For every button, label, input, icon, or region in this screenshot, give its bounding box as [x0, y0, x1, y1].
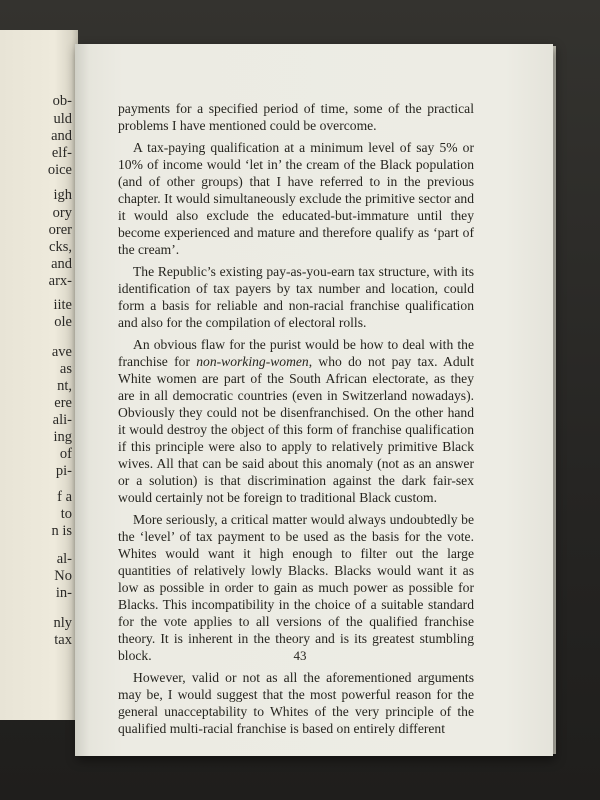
left-page-fragment: n is [51, 523, 72, 539]
left-page-fragment: arx- [48, 273, 72, 289]
left-page-fragment: ole [54, 314, 72, 330]
paragraph-text: , who do not pay tax. Adult White women are part of the South African electorate, as they are in all democratic countries (even in Switzerland nowadays). Obviously they could not be disenfranchised. On the other hand it would destroy the object of this form of franchise qualification if this principle were also to apply to relatively primitive Black wives. All that can be said about this anomaly (not as an answer or a solution) is that discrimination against the dark fair-sex would certainly not be foreign to traditional Black custom. [118, 354, 474, 505]
paragraph: The Republic’s existing pay-as-you-earn tax structure, with its identification of tax payers by tax number and location, could form a basis for reliable and non-racial franchise qualification and also for the compilation of electoral rolls. [118, 264, 474, 330]
left-page-fragment: ali- [52, 412, 72, 428]
left-page-fragment: igh [53, 187, 72, 203]
paragraph-text: An obvious flaw for the purist would be how to deal with the franchise for [118, 337, 474, 369]
left-page-fragment: ob- [52, 93, 72, 109]
left-page-fragment: pi- [55, 463, 72, 479]
paragraph: However, valid or not as all the aforementioned arguments may be, I would suggest that the most powerful reason for the general unacceptability to Whites of the very principle of the qualified multi-racial franchise is based on entirely different [118, 670, 474, 736]
left-page-fragment: oice [47, 162, 72, 178]
left-page-fragment: No [54, 568, 72, 584]
left-page-fragment: ere [54, 395, 72, 411]
left-page-fragment: ory [52, 205, 72, 221]
left-page-fragment: cks, [49, 239, 72, 255]
left-page-fragment: iite [53, 297, 72, 313]
paragraph: More seriously, a critical matter would always undoubtedly be the ‘level’ of tax payment to be used as the basis for the vote. Whites would want it high enough to filter out the large quantities of relatively lowly Blacks. Blacks would want it as low as possible in order to gain as much power as possible for Blacks. This incompatibility in the choice of a suitable standard for the vote applies to all versions of the qualified franchise theory. It is inherent in the theory and is its greatest stumbling block. [118, 512, 474, 663]
left-page-fragment: as [59, 361, 72, 377]
left-page-fragment: uld [53, 111, 72, 127]
left-page-fragment: elf- [51, 145, 72, 161]
left-page-fragment: al- [56, 551, 72, 567]
left-page-fragment: tax [54, 632, 72, 648]
body-text [118, 100, 474, 742]
emphasized-term: non-working-women [196, 354, 309, 369]
page-number: 43 [293, 648, 307, 663]
left-page-fragment: f a [57, 489, 72, 505]
paragraph [118, 336, 474, 506]
left-page-fragment: and [51, 128, 72, 144]
left-page-fragment: ave [51, 344, 72, 360]
left-page-fragment: in- [55, 585, 72, 601]
left-page [0, 30, 78, 720]
left-page-fragment: to [60, 506, 72, 522]
paragraph: payments for a specified period of time, some of the practical problems I have mentioned could be overcome. [118, 101, 474, 133]
left-page-fragment: nt, [57, 378, 72, 394]
paragraph: A tax-paying qualification at a minimum level of say 5% or 10% of income would ‘let in’ the cream of the Black population (and of other groups) that I have referred to in the previous chapter. It would simultaneously exclude the primitive sector and it would also exclude the educated-but-immature until they become experienced and mature and therefore qualify as ‘part of the cream’. [118, 140, 474, 257]
left-page-fragment: and [51, 256, 72, 272]
left-page-fragment: nly [53, 615, 72, 631]
left-page-fragment: ing [53, 429, 72, 445]
left-page-fragment: orer [48, 222, 72, 238]
left-page-fragment: of [59, 446, 72, 462]
